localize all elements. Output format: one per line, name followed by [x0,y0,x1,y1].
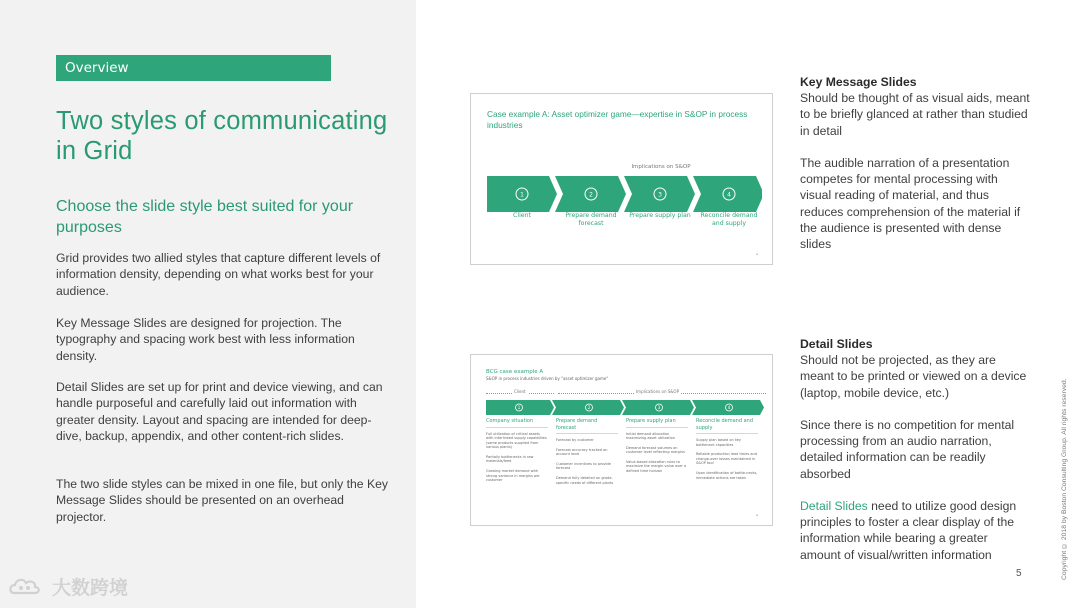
overview-tag: Overview [56,55,331,81]
svg-text:4: 4 [727,405,731,410]
page-title: Two styles of communicating in Grid [56,107,388,165]
left-panel [0,0,416,608]
step-label-4: Reconcile demand and supply [700,212,758,227]
step-num-1: 1 [520,191,524,199]
key-message-section [800,74,1030,139]
page-number: 5 [1016,568,1022,579]
key-message-narration: The audible narration of a presentation competes for mental processing with visual reading of material, and thus reduces comprehension of the material if the audience is presented with dense slides [800,156,1021,252]
mixing-paragraph: The two slide styles can be mixed in one file, but only the Key Message Slides should be presented on an overhead projector. [56,477,388,524]
step-label-2: Prepare demand forecast [565,212,617,227]
detail-design-text: need to utilize good design principles to foster a clear display of the information while bearing a greater amount of visual/written information [800,499,1017,562]
thumb-b-headers [486,389,766,397]
key-message-slide-thumbnail [470,93,773,265]
step-num-3: 3 [658,191,662,199]
page-subtitle: Choose the slide style best suited for your purposes [56,198,354,236]
thumb-b-subtitle: S&OP in process industries driven by "asset optimizer game" [486,376,609,381]
thumb-a-page-mark: ▪ [755,252,758,256]
thumb-b-title: BCG case example A [486,369,544,375]
key-message-heading: Key Message Slides [800,75,917,89]
detail-narration: Since there is no competition for mental processing from an audio narration, detailed information can be readily absorbed [800,418,1015,481]
thumb-b-page-mark: ▪ [755,513,758,517]
step-label-3: Prepare supply plan [629,212,691,219]
cloud-logo-icon [8,575,46,599]
detail-design-principles [800,498,1030,563]
thumb-a-step-labels [487,212,762,240]
detail-desc: Should not be projected, as they are meant to be printed or viewed on a device (laptop, mobile device, etc.) [800,353,1027,400]
key-message-paragraph: Key Message Slides are designed for projection. The typography and spacing work best with less information density. [56,316,355,363]
svg-text:2: 2 [587,405,591,410]
thumb-a-process-chevrons [487,176,762,212]
watermark-text: 大数跨境 [52,577,129,599]
detail-section [800,336,1030,401]
detail-slides-accent: Detail Slides [800,499,868,513]
svg-text:1: 1 [517,405,521,410]
detail-slides-paragraph: Detail Slides are set up for print and device viewing, and can handle purposeful and carefully laid out information with greater density. Layout and spacing are intended for deep-dive, backup, appendix, and other content-rich slides. [56,380,383,443]
thumb-a-implications-label: Implications on S&OP [631,164,691,170]
thumb-a-title: Case example A: Asset optimizer game—expertise in S&OP in process industries [487,109,748,130]
detail-column-4: Reconcile demand and supply Supply plan based on key bottleneck capacities Reliable production lead times and change-over losses maintained in S&OP tool Upon identification of bottle-necks, immediate actions are taken [696,418,758,480]
step-num-4: 4 [727,191,731,199]
step-label-1: Client [513,212,531,219]
detail-column-1: Company situation Full utilization of critical assets with interlinked supply capabilities (same products supplied from various plants) Partially bottlenecks in raw materials/feed Growing market demand with strong variance in margins per customer [486,418,547,483]
step-num-2: 2 [589,191,593,199]
watermark [8,573,128,600]
intro-paragraph: Grid provides two allied styles that capture different levels of information density, depending on what works best for your audience. [56,251,381,298]
copyright-notice: Copyright © 2018 by Boston Consulting Group. All rights reserved. [1061,378,1068,580]
detail-slide-thumbnail [470,354,773,526]
client-header: Client [514,389,526,394]
svg-text:3: 3 [657,405,661,410]
detail-heading: Detail Slides [800,337,873,351]
thumb-b-process-chevrons [486,400,766,415]
implications-header: Implications on S&OP [636,389,679,394]
key-message-desc: Should be thought of as visual aids, meant to be briefly glanced at rather than studied in detail [800,91,1030,138]
detail-column-3: Prepare supply plan Initial demand allocation maximizing asset utilization Demand forecast volumes on customer level reflecting margins Value-based allocation rules to maximize the margin value over a defined time horizon [626,418,687,474]
detail-column-2: Prepare demand forecast Forecast by customer Forecast accuracy tracked on account level Customer incentives to provide forecast Demand fully detailed on grade-specific needs of different plants [556,418,618,490]
